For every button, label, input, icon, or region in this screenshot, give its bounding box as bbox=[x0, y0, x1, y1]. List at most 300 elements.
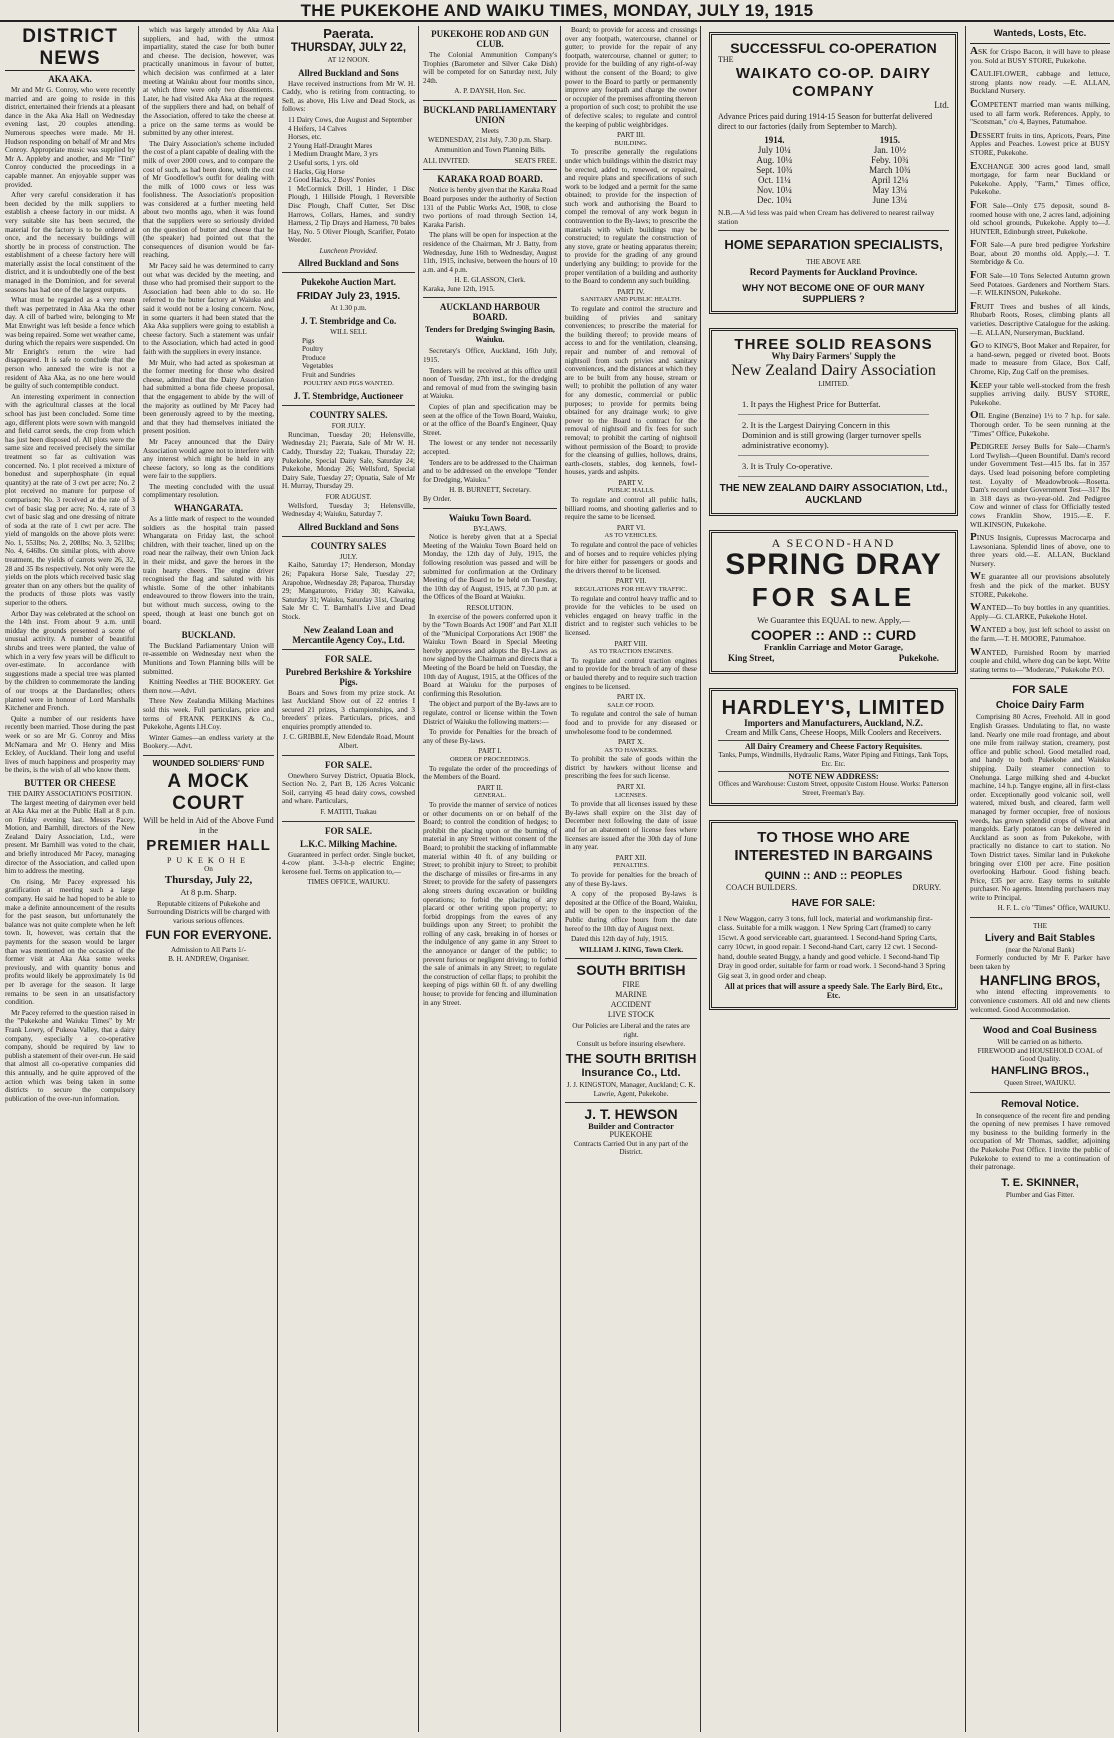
sale-date: FRIDAY July 23, 1915. bbox=[296, 291, 401, 303]
article-paragraph: As a little mark of respect to the wounded soldiers as the hospital train passed Whangarata on Friday last, the school children, with their teacher, lined up on the road near the railway, their own Union Jack in their midst, and gave the heroes in the train hearty cheers. The engine driver recognised the flag and saluted with his whistle. Some of the other inhabitants endeavoured to throw flowers into the train, but without much success, owing to the speed, though at least one bunch got on board. bbox=[143, 515, 274, 627]
classified-text: EDIGREE Jersey Bulls for Sale—Charm's Lord Twylish—Queen Bountiful. Dam's record under Government Test—415 lbs. fat in 357 days. Used lead poisoning before completing test. Loyalty of Meadowbrook—Rosetta. Dam's record under Government Test—317 lbs in 318 days as two-year-old. 2nd Pedigree Cow and winner of class for Officially tested cows Franklin Show, 1915.—E. F. WILKINSON, Pukekohe. bbox=[970, 442, 1110, 529]
second-hand: A SECOND-HAND bbox=[771, 536, 896, 551]
notice-paragraph: Board; to provide for access and crossings over any footpath, watercourse, channel or gutter; to provide for the repair of any footpath, watercourse, channel or gutter; to provide for the building of any right-of-way without the consent of the Board; to give power to the Board to partly or permanently improve any footpath and charge the owner or occupier of the premises affronting thereon a proportion of such cost; to prohibit the use of defective scales; to regulate and control the keeping of public weighbridges. bbox=[565, 26, 697, 129]
removal-notice-heading: Removal Notice. bbox=[1001, 1098, 1079, 1110]
notice-paragraph: Secretary's Office, Auckland, 16th July, 1915. bbox=[423, 347, 557, 365]
tenders-heading: Tenders for Dredging Swinging Basin, Waiuku. bbox=[425, 325, 555, 345]
price-row: May 13¼ bbox=[872, 185, 908, 196]
notice-date: Karaka, June 12th, 1915. bbox=[423, 284, 495, 293]
pigs-heading: Purebred Berkshire & Yorkshire Pigs. bbox=[285, 666, 412, 687]
hardleys-sub: Importers and Manufacturers, Auckland, N.Z. bbox=[744, 717, 923, 728]
franklin-garage: Franklin Carriage and Motor Garage, bbox=[764, 642, 903, 653]
reasons-list bbox=[738, 394, 929, 477]
notice-paragraph: Notice is hereby given that the Karaka Road Board purposes under the authority of Section 131 of the Public Works Act, 1908, to close two portions of road through Section 14, Karaka Parish. bbox=[423, 186, 557, 229]
rod-gun-club-heading: PUKEKOHE ROD AND GUN CLUB. bbox=[431, 29, 549, 49]
sale-time: AT 12 NOON. bbox=[327, 56, 370, 64]
drop-cap: F bbox=[970, 269, 977, 282]
notice-paragraph: In exercise of the powers conferred upon it by the "Town Boards Act 1908" and Part XLII of the "Municipal Corporations Act 1908" the Waiuku Town Board in Special Meeting hereby approves and adopts the By-Laws as now signed by the Chairman and directs that a Meeting of the Board be held on Tuesday, the 10th day of August, 1915, at the Offices of the Board at Waiuku for the purposes of confirming this Resolution. bbox=[423, 612, 557, 698]
quinn-and-peoples: QUINN :: AND :: PEOPLES bbox=[764, 870, 903, 883]
classified-text: ANTED a boy, just left school to assist on the farm.—T. H. MOORE, Patumahoe. bbox=[970, 625, 1110, 644]
ad-line: Reputable citizens of Pukekohe and Surrounding Districts will be charged with various serious offences. bbox=[147, 899, 270, 925]
month-heading: FOR AUGUST. bbox=[325, 492, 372, 501]
hewson-title: Builder and Contractor bbox=[588, 1121, 674, 1132]
stock-item: 11 Dairy Cows, due August and September bbox=[288, 115, 413, 124]
classified-ad bbox=[970, 533, 1110, 568]
all-invited: ALL INVITED. bbox=[423, 156, 470, 165]
article-paragraph: Winter Games—an endless variety at the Bookery.—Advt. bbox=[143, 733, 274, 751]
column-7 bbox=[967, 26, 1113, 1734]
why-not-supplier: WHY NOT BECOME ONE OF OUR MANY SUPPLIERS ? bbox=[742, 282, 925, 305]
hewson-town: PUKEKOHE bbox=[609, 1129, 653, 1139]
classified-text: SK for Crispo Bacon, it will have to please you. Sold at BUSY STORE, Pukekohe. bbox=[970, 47, 1110, 65]
classified-text: IL Engine (Benzine) 1½ to 7 h.p. for sale. Thorough order. To be seen running at the "Times" Office, Pukekohe. bbox=[970, 411, 1110, 438]
part-label: PART X. bbox=[618, 738, 644, 747]
drop-cap: W bbox=[970, 623, 981, 636]
auctioneer-firm: Allred Buckland and Sons bbox=[298, 258, 399, 269]
classified-text: E guarantee all our provisions absolutely fresh and the pick of the market. BUSY STORE, Pukekohe. bbox=[970, 572, 1110, 599]
column-1 bbox=[2, 26, 138, 1734]
ad-admission: Admission to All Parts 1/- bbox=[170, 946, 247, 955]
part-label: PART I. bbox=[478, 747, 502, 756]
notice-paragraph: To regulate and control the sale of human food and to provide for any diseased or unwholesome food to be condemned. bbox=[565, 710, 697, 736]
speedy-sale: All at prices that will assure a speedy Sale. The Early Bird, Etc., Etc. bbox=[724, 982, 943, 1000]
paerata-heading: Paerata. bbox=[323, 26, 374, 41]
article-paragraph: Mr Pacey referred to the question raised in the "Pukekohe and Waiuku Times" by Mr Frank Lowry, of Pukeoa Valley, that a dairy company, especially a co-operative company, should be required by law to publish a statement of their over-run. He said that almost all co-operative companies did this annually, and he quite approved of the action which was being taken in some districts to secure the compulsory publication of the over-run information. bbox=[5, 1008, 135, 1103]
auctioneer-firm: J. T. Stembridge and Co. bbox=[300, 316, 397, 327]
notice-paragraph: The plans will be open for inspection at the residence of the Chairman, Mr J. Batty, from Wednesday, June 16th to Wednesday, August 11th, 1915, inclusive, between the hours of 10 a.m. and 4 p.m. bbox=[423, 231, 557, 274]
will-sell: WILL SELL bbox=[330, 328, 367, 337]
part-label: PART IX. bbox=[616, 693, 646, 702]
meets-label: Meets bbox=[481, 126, 499, 135]
reason-item: 2. It is the Largest Dairying Concern in this Dominion and is still growing (larger turnover spells administrative economy). bbox=[738, 415, 929, 456]
notice-paragraph: Notice is hereby given that at a Special Meeting of the Waiuku Town Board held on Monday, the 12th day of July, 1915, the following resolution was passed and will be submitted for confirmation at the Ordinary Meeting of the Board to be held on Tuesday, the 10th day of August, 1915, at 7.30 p.m. at the Offices of the Board at Waiuku. bbox=[423, 533, 557, 602]
notice-paragraph: Tenders will be received at this office until noon of Tuesday, 27th inst., for the dredging and removal of mud from the swinging basin at Waiuku. bbox=[423, 366, 557, 401]
insurance-type: ACCIDENT bbox=[610, 1000, 652, 1010]
ad-paragraph: Have received instructions from Mr W. H. Caddy, who is retiring from contracting, to Sell, as above, His Live and Dead Stock, as follows: bbox=[282, 79, 415, 114]
mock-court-heading: A MOCK COURT bbox=[167, 770, 250, 814]
classified-text: ANTED—To buy bottles in any quantities. Apply—G. CLARKE, Pukekohe Hotel. bbox=[970, 603, 1110, 621]
classified-text: ANTED, Furnished Room by married couple and child, where dog can be kept. Write stating terms to—"Moderate," Pukekohe P.O. bbox=[970, 647, 1110, 674]
notice-paragraph: To regulate and control traction engines and to provide for the breach of any of these or bauled thereby and to require such traction engines to be licensed. bbox=[565, 656, 697, 691]
farm-description: Comprising 80 Acres, Freehold. All in good English Grasses. Undulating to flat, no waste land. Nearly one mile road frontage, and about one mile from railway station, creamery, post office and public school. Good metalled road, and handy to both Pukekohe and Waiuku shipping. Daily steamer connection to Onehunga. Large milking shed and 4-bucket machine, 14 h.p. Tangye engine, all in first-class order. Exceptionally good volcanic soil, well watered, mixed bush, and cleared, farm well managed by former occupier, free of noxious weeds, has grown splendid crops of wheat and mangolds. Early potatoes can be delivered in Auckland as soon as from Pukekohe, with practically no distance to cart to station. No Town District taxes. Similar land in Pukekohe bringing over £100 per acre. Fine position overlooking Harbour. Good fishing beach. Price, £35 per acre. Easy terms to suitable purchaser. No agents. Intending purchasers may write to Principal. bbox=[970, 713, 1110, 902]
month-heading: JULY. bbox=[339, 552, 358, 561]
part-label: PART V. bbox=[618, 478, 644, 487]
hardleys-products: Cream and Milk Cans, Cheese Hoops, Milk Coolers and Receivers. bbox=[725, 728, 942, 738]
resolution-label: RESOLUTION. bbox=[466, 603, 514, 612]
luncheon: Luncheon Provided. bbox=[319, 246, 378, 255]
meeting-date: WEDNESDAY, 21st July, 7.30 p.m. Sharp. bbox=[428, 135, 552, 144]
stock-item: 2 Young Half-Draught Mares bbox=[288, 141, 373, 150]
subheading: BUTTER OR CHEESE bbox=[24, 777, 116, 788]
article-paragraph: After very careful consideration it has been decided by the milk suppliers to establish a cheese factory in our midst. A very suitable site has been secured, the material for the factory is to be ordered at once, and the necessary buildings will shortly be in process of construction. The establishment of a cheese factory here will materially assist the local constituent of the district, and it is undoubtedly one of the best managed in the Dominion, and for several seasons has had one of the largest outputs. bbox=[5, 191, 135, 294]
notice-paragraph: To prescribe generally the regulations under which buildings within the district may be erected, added to, renewed, or repaired, and require plans and specifications of such work to be lodged and a permit for the same obtained; to provide for the inspection of such work and authorising the Board to compel the removal of any work begun in contravention to the By-laws; to prescribe the materials with which buildings may be constructed; to regulate the construction of any stove, grate or heating apparatus therein; to provide for the grading of any ground underlying any building; to provide for the proper ventilation of a building and authority to the Board to condemn any such building. bbox=[565, 148, 697, 286]
price-row: April 12¼ bbox=[871, 175, 909, 186]
produce-item: Fruit and Sundries bbox=[302, 371, 356, 380]
article-paragraph: What must be regarded as a very mean theft was perpetrated in Aka Aka the other day. A cill of barbed wire, belonging to Mr Mat Enwright was left beside a fence which was being repaired. Some wet weather came, during which the repairs were suspended. On Mr Enright's return the wire had disappeared. It is safe to conclude that the person who annexed the wire is not a resident of Aka Aka, as no one here would be guilty of such contemptible conduct. bbox=[5, 296, 135, 391]
notice-paragraph: Copies of plan and specification may be seen at the office of the Town Board, Waiuku, or at the office of the Board's Engineer, Quay Street. bbox=[423, 403, 557, 437]
classified-ad bbox=[970, 159, 1110, 197]
subheading-whangarata: WHANGARATA. bbox=[174, 503, 243, 514]
poultry-wanted: POULTRY AND PIGS WANTED. bbox=[303, 379, 394, 387]
reasons-sub: Why Dairy Farmers' Supply the bbox=[771, 350, 896, 361]
stock-item: Horses, etc. bbox=[288, 133, 322, 142]
skinner-trade: Plumber and Gas Fitter. bbox=[1005, 1190, 1075, 1199]
sales-list: Runciman, Tuesday 20; Helensville, Wednesday 21; Paerata, Sale of Mr W. H. Caddy, Thursday 22; Tuakau, Thursday 22; Pukekohe, Special Dairy Sale, Saturday 24; Pukekohe, Monday 26; Wellsford, Special Dairy Sale, Tuesday 27; Opuatia, Sale of Mr H. Murray, Thursday 29. bbox=[282, 430, 415, 491]
part-title: ORDER OF PROCEEDINGS. bbox=[450, 756, 530, 763]
hewson-text: Contracts Carried Out in any part of the District. bbox=[573, 1139, 689, 1157]
classified-text: OR Sale—Only £75 deposit, sound 8-roomed house with one, 2 acres land, adjoining old school grounds, Pukekohe. Apply to—J. HUNTER, Edinburgh street, Pukekohe. bbox=[970, 200, 1110, 236]
ad-time: At 8 p.m. Sharp. bbox=[180, 886, 237, 897]
drop-cap: F bbox=[970, 299, 977, 312]
notice-paragraph: To provide the manner of service of notices or other documents on or on behalf of the Board; to control the condition of hedges; to prohibit the placing upon or the burning of material in any Street without consent of the Board; to prohibit the stacking of inflammable material within 40 ft. of any building or Street; to prohibit injury to Street; to prohibit the discharge of missiles or fire-arms in any Street; to provide for the safety of passengers along streets during excavation or building operations; to forbid the placing of any placard or other writing upon property; to forbid droppings from the eaves of any buildings upon any Street; to prohibit the rolling of any cask, breaking in of horses or the indulgence of any game in any Street to the annoyance or danger of the public; to prevent furious or negligent driving; to forbid the sale of animals in any Street; to regulate the construction of cellar flaps; to prohibit the keeping of pigs within 60 ft. of any dwelling house; to provide for fencing and illumination in any Street. bbox=[423, 800, 557, 1007]
spring-dray: SPRING DRAY bbox=[725, 547, 942, 581]
ad-paragraph: Guaranteed in perfect order. Single bucket, 4-cow plant. 3-3-h-p electric Engine; kerosene fuel. Terms on application to,— bbox=[282, 850, 415, 876]
for-sale-heading: FOR SALE bbox=[1012, 684, 1068, 697]
limited: LIMITED. bbox=[818, 379, 849, 388]
premier-hall: PREMIER HALL bbox=[146, 836, 271, 854]
masthead: THE PUKEKOHE AND WAIKU TIMES, MONDAY, JULY 19, 1915 bbox=[0, 0, 1114, 22]
column-rule bbox=[418, 26, 419, 1732]
article-paragraph: Arbor Day was celebrated at the school on the 14th inst. From about 9 a.m. until midday the grounds presented a scene of unusual activity. A number of beautiful shrubs and trees were planted, the value of which in a very few years will be difficult to over-estimate. In accordance with suggestions made a special tree was planted by the children to commemorate the landing of our troops at the Dardanelles; others planted were in honour of Lord Marshalls Kitchener and French. bbox=[5, 609, 135, 713]
waikato-coop-name: WAIKATO CO-OP. DAIRY COMPANY bbox=[735, 64, 932, 100]
coop-nb: N.B.—A ¼d less was paid when Cream has delivered to nearest railway station bbox=[718, 208, 935, 226]
dairy-association-ad bbox=[709, 328, 958, 516]
part-label: PART IV. bbox=[617, 287, 645, 296]
coop-advance-text: Advance Prices paid during 1914-15 Season for butterfat delivered direct to our factories (daily from September to March). bbox=[718, 112, 933, 131]
part-label: PART XI. bbox=[616, 783, 646, 792]
wood-coal-text: Will be carried on as hitherto. bbox=[997, 1038, 1083, 1047]
stock-item: 1 Medium Draught Mare, 3 yrs bbox=[288, 150, 378, 159]
column-rule bbox=[277, 26, 278, 1732]
seats-free: SEATS FREE. bbox=[514, 156, 557, 165]
notice-paragraph: To prohibit the sale of goods within the district by hawkers without license and prescribing the fees for such license. bbox=[565, 755, 697, 781]
notice-paragraph: A copy of the proposed By-laws is deposited at the Office of the Board, Waiuku, and will be open to the inspection of the Public during office hours from the date hereof to the 10th day of August next. bbox=[565, 890, 697, 933]
home-separation: HOME SEPARATION SPECIALISTS, bbox=[724, 237, 943, 253]
part-title: SANITARY AND PUBLIC HEALTH. bbox=[580, 296, 682, 304]
milking-machine-heading: L.K.C. Milking Machine. bbox=[299, 838, 397, 849]
stock-item: 1 Hacks, Gig Horse bbox=[288, 167, 345, 176]
stock-item: 4 Heifers, 14 Calves bbox=[288, 124, 347, 133]
reason-item: 3. It is Truly Co-operative. bbox=[738, 456, 929, 477]
notice-paragraph: To provide for penalties for the breach of any of these By-laws. bbox=[565, 871, 697, 888]
waikato-coop-ad bbox=[709, 32, 958, 314]
classified-text: OR Sale—A pure bred pedigree Yorkshire Boar, about 20 months old. Apply,—J. T. Stembridge & Co. bbox=[970, 240, 1110, 267]
classified-ad bbox=[970, 625, 1110, 643]
for-sale-heading: FOR SALE. bbox=[324, 759, 372, 770]
insurance-agents: J. J. KINGSTON, Manager, Auckland; C. K. Lawrie, Agent, Pukekohe. bbox=[566, 1081, 696, 1098]
ad-paragraph: Onewhero Survey District, Opuatia Block, Section No. 2, Part B, 126 Acres Volcanic Soil, carrying 45 head dairy cows, cowshed and whare. Particulars, bbox=[282, 771, 415, 806]
insurance-type: LIVE STOCK bbox=[607, 1010, 655, 1020]
drop-cap: P bbox=[970, 440, 977, 453]
article-paragraph: On rising, Mr Pacey expressed his gratification at meeting such a large company. He said he had hoped to be able to make a definite announcement of the results for the past season, but unfortunately the balance was not quite complete when he left town. It, however, was certain that the payments for the season would be larger than was mentioned on the occasion of the former visit at Aka Aka some weeks previously, and with quantity bonus and profits would likely be approximately 1s 0d per lb average for the season. It large remains to be seen in an unsatisfactory condition. bbox=[5, 877, 135, 1007]
notice-signature: H. B. BURNETT, Secretary. bbox=[449, 486, 531, 495]
part-title: PENALTIES. bbox=[613, 862, 649, 870]
classifieds-list bbox=[970, 47, 1110, 674]
drop-cap: K bbox=[970, 378, 979, 391]
farm-signature: H. F. L. c/o "Times" Office, WAIUKU. bbox=[997, 904, 1110, 913]
hanfling-bros: HANFLING BROS, bbox=[979, 972, 1101, 989]
column-3 bbox=[279, 26, 418, 1734]
south-british-name: THE SOUTH BRITISH bbox=[565, 1051, 697, 1067]
classified-ad bbox=[970, 645, 1110, 675]
produce-list bbox=[282, 337, 415, 380]
price-row: Feby. 10¾ bbox=[871, 155, 909, 166]
dray-guarantee: We Guarantee this EQUAL to new. Apply,— bbox=[757, 614, 910, 625]
classified-ad bbox=[970, 572, 1110, 599]
sales-list: Kaiho, Saturday 17; Henderson, Monday 26; Papakura Horse Sale, Tuesday 27; Arapohue, Wednesday 28; Paparoa, Thursday 29; Mangaturoto, Friday 30; Kaiwaka, Saturday 31; Waiuku, Saturday 31st, Clearing Sale Mr C. T. Barnhall's Live and Dead Stock. bbox=[282, 561, 415, 621]
part-title: AS TO HAWKERS. bbox=[604, 746, 658, 754]
hanfling-bros: HANFLING BROS., bbox=[991, 1065, 1089, 1077]
drop-cap: W bbox=[970, 570, 981, 583]
livery-heading: Livery and Bait Stables bbox=[984, 932, 1096, 944]
stock-list bbox=[282, 116, 415, 245]
notice-paragraph: To provide for Penalties for the breach of any of these By-laws. bbox=[423, 728, 557, 745]
insurance-text: Our Policies are Liberal and the rates are right. bbox=[572, 1022, 690, 1039]
column-6 bbox=[702, 26, 965, 1734]
insurance-type: MARINE bbox=[615, 990, 647, 1000]
article-paragraph: Mr and Mr G. Conroy, who were recently married and are going to reside in this district, entertained their friends at a pleasant dance in the Aka Aka Hall on Wednesday evening last, 20 couples attending. Numerous speeches were made. Mr H. Hudson responding on behalf of Mr and Mrs Conroy. Appropriate music was supplied by Mr A. Appleby and another, and Mr "Tini" Conroy conducted the proceedings in a capable manner. An enjoyable supper was provided. bbox=[5, 86, 135, 189]
classified-text: ESSERT fruits in tins, Apricots, Pears, Pine Apples and Peaches. Lowest price at BUSY STORE, Pukekohe. bbox=[970, 130, 1110, 157]
notice-date: Dated this 12th day of July, 1915. bbox=[571, 935, 668, 944]
drop-cap: O bbox=[970, 409, 979, 422]
notice-paragraph: The Colonial Ammunition Company's Trophies (Barometer and Silver Cake Dish) will be competed for on Saturday next, July 24th. bbox=[423, 51, 557, 85]
dray-for-sale: FOR SALE bbox=[751, 581, 916, 612]
stock-item: 1 McCormick Drill, 1 Hinder, 1 Disc Plough, 1 Hillside Plough, 1 Reversible Disc Plough, Chaff Cutter, Set Disc Harrows, Collars, Hames, and sundry Harness, 2 Tip Drays and Harness, 70 bales Hay, No. 5 Oliver Plough, Scarifier, Potato Weeder. bbox=[288, 184, 415, 245]
part-title: BUILDING. bbox=[614, 139, 648, 147]
hardleys-requisites: All Dairy Creamery and Cheese Factory Requisites. bbox=[718, 740, 949, 752]
classified-ad bbox=[970, 47, 1110, 65]
dairy-farm-heading: Choice Dairy Farm bbox=[995, 700, 1085, 712]
bylaws-label: BY-LAWS. bbox=[473, 524, 507, 533]
insurance-type: FIRE bbox=[622, 980, 640, 990]
the-label: THE bbox=[1033, 922, 1047, 931]
column-rule bbox=[138, 26, 139, 1732]
country-sales-heading: COUNTRY SALES. bbox=[309, 410, 388, 421]
price-row: Dec. 10¼ bbox=[757, 195, 792, 206]
wanteds-heading: Wanteds, Losts, Etc. bbox=[970, 26, 1110, 44]
part-title: SALE OF FOOD. bbox=[607, 701, 655, 709]
livery-text: Formerly conducted by Mr F. Parker have been taken by bbox=[970, 954, 1110, 971]
town-board-heading: Waiuku Town Board. bbox=[448, 512, 532, 523]
drop-cap: F bbox=[970, 238, 977, 251]
livery-location: (near the Na'onal Bank) bbox=[1005, 945, 1075, 954]
classified-ad bbox=[970, 240, 1110, 267]
for-sale-heading: FOR SALE. bbox=[324, 653, 372, 664]
ad-signature: F. MATITI, Tuakau bbox=[320, 808, 377, 817]
nz-dairy-association: New Zealand Dairy Association bbox=[731, 361, 936, 379]
dairy-association-name: THE NEW ZEALAND DAIRY ASSOCIATION, Ltd., AUCKLAND bbox=[719, 483, 948, 507]
coop-the: THE bbox=[718, 55, 734, 64]
part-label: PART VI. bbox=[616, 523, 646, 532]
notice-paragraph: To regulate the order of the proceedings of the Members of the Board. bbox=[423, 764, 557, 782]
column-rule bbox=[965, 26, 966, 1732]
coop-ltd: Ltd. bbox=[934, 99, 949, 110]
notice-paragraph: To provide that all licenses issued by these By-laws shall expire on the 31st day of December next following the date of issue and for an abatement of license fees where licenses are issued after the 30th day of June in any year. bbox=[565, 800, 697, 852]
part-label: PART VIII. bbox=[614, 639, 648, 648]
ad-line: Will be held in Aid of the Above Fund in the bbox=[143, 814, 274, 835]
column-rule bbox=[700, 26, 701, 1732]
have-for-sale: HAVE FOR SALE: bbox=[791, 897, 876, 909]
king-street: King Street, bbox=[728, 652, 775, 663]
subheading-buckland: BUCKLAND. bbox=[181, 629, 236, 640]
hardleys-ad bbox=[709, 688, 958, 807]
district-news-heading: DISTRICT NEWS bbox=[5, 26, 135, 71]
reason-item: 1. It pays the Highest Price for Butterfat. bbox=[738, 394, 929, 415]
auction-mart-heading: Pukekohe Auction Mart. bbox=[301, 277, 396, 288]
parliamentary-union-heading: BUCKLAND PARLIAMENTARY UNION bbox=[423, 104, 557, 125]
three-solid-reasons: THREE SOLID REASONS bbox=[734, 335, 933, 353]
insurance-text: Consult us before insuring elsewhere. bbox=[576, 1039, 686, 1048]
classified-text: OR Sale—10 Tons Selected Autumn grown Seed Potatoes. Gardeners and Northern Stars.—F. WILKINSON, Pukekohe. bbox=[970, 271, 1110, 298]
classified-text: RUIT Trees and bushes of all kinds, Rhubarb Roots, Roses, climbing plants all varieties. Descriptive Catalogue for the asking.—E. ALLAN, Nurseryman, Buckland. bbox=[970, 301, 1110, 337]
classified-ad bbox=[970, 97, 1110, 127]
article-paragraph: Three New Zealandia Milking Machines sold this week. Full particulars, price and terms of FRANK PERKINS & Co., Pukekohe, Agents I.H.Coy. bbox=[143, 697, 274, 732]
year-1915: 1915. bbox=[879, 135, 901, 146]
notice-paragraph: Tenders are to be addressed to the Chairman and to be addressed on the envelope "Tender for Dredging, Waiuku." bbox=[423, 458, 557, 484]
classified-text: OMPETENT married man wants milking, used to all farm work. References. Apply, to "Scotsman," c/o 4, Baynes, Patumahoe. bbox=[970, 99, 1110, 127]
price-list-1915 bbox=[869, 145, 911, 205]
drop-cap: W bbox=[970, 645, 981, 658]
coach-builders: COACH BUILDERS. bbox=[726, 883, 798, 893]
stock-item: 2 Useful sorts, 1 yrs. old bbox=[288, 158, 359, 167]
year-1914: 1914. bbox=[764, 135, 785, 146]
drop-cap: E bbox=[970, 159, 978, 172]
article-paragraph: Mr Pacey announced that the Dairy Association would agree not to interfere with any interest which might be held in any cheese factory, so long as the conditions were fair to the suppliers. bbox=[143, 437, 274, 481]
country-sales-heading: COUNTRY SALES bbox=[310, 540, 387, 551]
classified-text: AULIFLOWER, cabbage and lettuce, strong plants now ready. —E. ALLAN, Buckland Nursery. bbox=[970, 69, 1110, 96]
hardleys-limited: HARDLEY'S, LIMITED bbox=[721, 696, 946, 719]
classified-ad bbox=[970, 378, 1110, 408]
wood-coal-heading: Wood and Coal Business bbox=[983, 1025, 1097, 1037]
notice-paragraph: The lowest or any tender not necessarily accepted. bbox=[423, 439, 557, 456]
part-label: PART III. bbox=[617, 131, 645, 140]
column-2 bbox=[140, 26, 277, 1734]
classified-ad bbox=[970, 271, 1110, 298]
karaka-road-board-heading: KARAKA ROAD BOARD. bbox=[437, 174, 543, 185]
article-paragraph: The largest meeting of dairymen ever held at Aka Aka met at the Public Hall at 8 p.m. on Friday evening last. Messrs Pacey, Motion, and Barnhill, directors of the New Zealand Dairy Association, Ltd., were present. Mr Barnhill was voted to the chair, and briefly introduced Mr Pacey, managing director of the Association, and called upon him to address the meeting. bbox=[5, 798, 135, 876]
classified-ad bbox=[970, 128, 1110, 158]
column-5 bbox=[562, 26, 700, 1734]
classified-text: INUS Insignis, Cupressus Macrocarpa and Lawsoniana. Splendid lines of above, one to three years old.—E. ALLAN, Buckland Nursery. bbox=[970, 533, 1110, 568]
ad-on: On bbox=[204, 865, 213, 874]
successful-cooperation: SUCCESSFUL CO-OPERATION bbox=[730, 40, 937, 56]
auctioneer-firm: Allred Buckland and Sons bbox=[298, 67, 399, 78]
sale-time: At 1.30 p.m. bbox=[330, 304, 367, 313]
bargains-heading: TO THOSE WHO ARE INTERESTED IN BARGAINS bbox=[734, 829, 933, 865]
mock-court-ad-title: WOUNDED SOLDIERS' FUND bbox=[152, 758, 265, 768]
drury: DRURY. bbox=[912, 883, 941, 893]
hardleys-address: Offices and Warehouse: Custom Street, opposite Custom House. Works: Patterson Street, Freeman's Bay. bbox=[718, 780, 949, 797]
produce-item: Poultry bbox=[302, 345, 324, 354]
article-paragraph: Knitting Needles at THE BOOKERY. Get them now.—Advt. bbox=[143, 678, 274, 695]
new-address: NOTE NEW ADDRESS: bbox=[718, 771, 949, 781]
cooper-and-curd: COOPER :: AND :: CURD bbox=[750, 627, 917, 644]
hanfling-address: Queen Street, WAIUKU. bbox=[1004, 1079, 1076, 1087]
classified-text: O to KING'S, Boot Maker and Repairer, for a hand-sewn, pegged or riveted boot. Boots made to measure from Glace, Box Calf, Chrome, Kip, Zug Calf on the premises. bbox=[970, 341, 1110, 376]
drop-cap: A bbox=[970, 45, 978, 57]
notice-signature: H. E. GLASSON, Clerk. bbox=[454, 276, 526, 285]
removal-notice-text: In consequence of the recent fire and pending the opening of new premises I have removed my business to the building formerly in the occupation of Mr Thomas, saddler, adjoining the Pukekohe Post Office. I invite the public of Pukekohe to extend to me a continuation of their patronage. bbox=[970, 1111, 1110, 1172]
article-paragraph: The meeting concluded with the usual complimentary resolution. bbox=[143, 482, 274, 500]
ad-paragraph: Boars and Sows from my prize stock. At last Auckland Show out of 22 entries I secured 21 prizes, 3 championships, and 3 breeders' prizes. Particulars, prices, and enquiries promptly attended to. bbox=[282, 688, 415, 731]
drop-cap: D bbox=[970, 128, 978, 141]
auctioneer-firm: Allred Buckland and Sons bbox=[298, 521, 399, 532]
notice-paragraph: To regulate and control the pace of vehicles and of horses and to require vehicles plying for hire either for passengers or goods and the drivers thereof to be licensed. bbox=[565, 541, 697, 575]
by-order: By Order. bbox=[423, 494, 452, 503]
part-title: AS TO VEHICLES. bbox=[604, 532, 658, 540]
column-4 bbox=[420, 26, 560, 1734]
notice-signature: A. P. DAYSH, Hon. Sec. bbox=[454, 87, 526, 96]
hardleys-items: Tanks, Pumps, Windmills, Hydraulic Rams, Water Piping and Fittings, Tank Tops, Etc. Etc. bbox=[718, 751, 949, 768]
article-paragraph: The Buckland Parliamentary Union will re-assemble on Wednesday next when the Munitions and Town Planning bills will be submitted. bbox=[143, 641, 274, 676]
drop-cap: C bbox=[970, 67, 978, 80]
drop-cap: P bbox=[970, 531, 977, 544]
part-label: PART XII. bbox=[615, 853, 647, 862]
part-label: PART II. bbox=[477, 783, 503, 792]
classified-ad bbox=[970, 299, 1110, 337]
subheading: THE DAIRY ASSOCIATION'S POSITION. bbox=[7, 789, 133, 798]
produce-item: Vegetables bbox=[302, 362, 334, 371]
part-title: GENERAL. bbox=[474, 792, 506, 800]
quinn-peoples-ad bbox=[709, 820, 958, 1009]
stock-item: 2 Good Hacks, 2 Boys' Ponies bbox=[288, 176, 376, 185]
ad-signature: J. C. GRIBBLE, New Edendale Road, Mount Albert. bbox=[283, 733, 414, 751]
insurance-types bbox=[565, 980, 697, 1020]
ad-town: PUKEKOHE bbox=[166, 855, 251, 865]
drop-cap: F bbox=[970, 198, 977, 211]
livery-text: who intend effecting improvements to convenience customers. All old and new clients welcomed. Good Accommodation. bbox=[970, 988, 1110, 1014]
classified-ad bbox=[970, 603, 1110, 621]
article-paragraph: Mr Muir, who had acted as spokesman at the former meeting for those who desired cheese, admitted that the Dairy Association had submitted a bona fide cheese proposal, that the engagement to abide by the will of the majority as outlined by Mr Pacey had been generously agreed to by the meeting, and that they had themselves initiated the present position. bbox=[143, 358, 274, 436]
article-paragraph: Quite a number of our residents have recently been married. Those during the past week or so are Mr G. Conroy and Miss McNamara and Mr O. Henry and Miss Eckley, of Auckland. Their long and useful lives of much happiness and prosperity may be theirs, is the wish of all who know them. bbox=[5, 714, 135, 775]
sales-list: Wellsford, Tuesday 3; Helensville, Wednesday 4; Waiuku, Saturday 7. bbox=[282, 501, 415, 519]
classified-ad bbox=[970, 198, 1110, 236]
classified-text: XCHANGE 300 acres good land, small mortgage, for farm near Buckland or Pukekohe. Apply, "Farm," Times office, Pukekohe. bbox=[970, 161, 1110, 197]
notice-paragraph: The object and purport of the By-laws are to regulate, control or license within the Town District of Waiuku the following matters:— bbox=[423, 700, 557, 726]
produce-item: Produce bbox=[302, 353, 326, 362]
notice-paragraph: To regulate and control heavy traffic and to provide for the vehicles to be used on vehicles engaged on heavy traffic in the district and to register such vehicles to be licensed. bbox=[565, 594, 697, 637]
ad-organiser: B. H. ANDREW, Organiser. bbox=[168, 955, 249, 964]
pukekohe: Pukekohe. bbox=[898, 652, 939, 663]
wood-coal-text: FIREWOOD and HOUSEHOLD COAL of Good Quality. bbox=[977, 1046, 1103, 1064]
subheading-aka-aka: AKA AKA. bbox=[48, 74, 92, 84]
drop-cap: C bbox=[970, 97, 978, 110]
price-row: Oct. 11¼ bbox=[757, 175, 791, 186]
classified-ad bbox=[970, 411, 1110, 438]
article-paragraph: which was largely attended by Aka Aka suppliers, and had, with the utmost impartiality, stated the case for both butter and cheese. The decision, however, was practically unanimous in favour of butter, which decision was confirmed at a later meeting at Waiuku about four months since, at which three were only two dissentients. Later, he had visited Aka Aka at the request of the suppliers there and had, on behalf of the Association, offered to take the cheese at a price on the same terms as would be submitted by any other interest. bbox=[143, 26, 274, 138]
price-row: June 13¼ bbox=[872, 195, 908, 206]
article-paragraph: Mr Pacey said he was determined to carry out what was decided by the meeting, and those who had promised their support to the Association had been able to do so. He referred to the butter factory at Waiuku and said it would not be a losing concern. Now, in some quarters it had been stated that the Aka Aka suppliers were going to establish a cheese factory. Such a statement was unfair to the Association, which had acted in good faith with the suppliers in every instance. bbox=[143, 262, 274, 356]
meeting-topic: Ammunition and Town Planning Bills. bbox=[434, 146, 546, 155]
price-row: July 10¼ bbox=[757, 145, 791, 156]
bargain-list: 1 New Waggon, carry 3 tons, full lock, material and workmanship first-class. Suitable for a milk waggon. 1 New Spring Cart (framed) to carry 15cwt. A good serviceable cart, guaranteed. 1 Second-hand Spring Carts, carry 10cwt, in good repair. 1 Second-hand Cart, carry 12 cwt. 1 Second-hand, double seated Buggy, a handy and good vehicle. 1 Second-hand Tip Dray in good order, suitable for farm or road work. 1 Second-hand 3 Spring Gig seat 3, in good order and cheap. bbox=[718, 913, 946, 980]
record-payments: Record Payments for Auckland Province. bbox=[749, 267, 918, 278]
produce-item: Pigs bbox=[302, 336, 315, 345]
auctioneer-firm: J. T. Stembridge, Auctioneer bbox=[293, 391, 404, 402]
for-sale-heading: FOR SALE. bbox=[324, 825, 372, 836]
hewson-name: J. T. HEWSON bbox=[584, 1106, 678, 1123]
article-paragraph: The Dairy Association's scheme included the cost of a plant capable of dealing with the milk of over 2000 cows, and to compare the cost of such, as had been done, with the cost of Mr Goodfellow's outfit for dealing with the milk of 1000 cows or less was foolishness. The Association's proposition was considered at a further meeting held about two months ago, when it was found that the suppliers were so seriously divided on the question of butter and cheese that he (the speaker) had pointed out that the consequences of disunion would be far-reaching. bbox=[143, 139, 274, 260]
notice-paragraph: To regulate and control the structure and building of privies and sanitary conveniences; to prescribe the material for the building thereof; to provide means of access to and for the ventilation, cleansing, repair and number of and removal of nightsoil from such privies and sanitary conveniences, and the distances at which they are to be built from any house, stream or well; to prohibit the pollution of any water for any domestic, commercial or public purposes; to provide for permits being obtained for any drainage work; to give power to the Board to contract for the removal of nightsoil and fix fees for such removal; to prohibit the carting of nightsoil without permission of the Board; to provide for the cleansing of gullies, hollows, drains, earth-closets, stables, dog kennels, fowl-houses, yards and ashpits. bbox=[565, 305, 697, 477]
harbour-board-heading: AUCKLAND HARBOUR BOARD. bbox=[439, 302, 541, 323]
south-british-name: Insurance Co., Ltd. bbox=[581, 1067, 681, 1080]
classified-ad bbox=[970, 341, 1110, 376]
spring-dray-ad bbox=[709, 530, 958, 673]
drop-cap: G bbox=[970, 339, 979, 352]
part-label: PART VII. bbox=[615, 577, 647, 586]
classified-text: EEP your table well-stocked from the fresh supplies arriving daily. BUSY STORE, Pukekohe. bbox=[970, 380, 1110, 407]
article-paragraph: An interesting experiment in connection with the agricultural classes at the local school has just been concluded. Some time ago, different plots were sown with mangold and field carrot seeds, the crop from which has just been disposed of. All plots were the same size and received precisely the similar treatment so far as cultivation was concerned. No. 1 plot received a mixture of bonedust and superphosphate (in equal quantity) at the rate of 3 cwt per acre; No. 2 plot received no manure for purpose of comparison; No. 3 received at the rate of 3 cwt of basic slag per acre; No. 4, rate of 3 cwt of basic slag and one dressing of nitrate of soda at the rate of 1 cwt per acre. The yield of mangolds on the above plots were: No. 1, 553lbs; No. 2, 208lbs; No. 3, 521lbs; No. 4, 646lbs. On similar plots, with above treatment, the yields of carrots were 26, 32, 28 and 35 lbs respectively. Not only were the yields on the plots which received basic slag greater than on any others but the quality of the products of those plots was vastly superior to the others. bbox=[5, 392, 135, 608]
